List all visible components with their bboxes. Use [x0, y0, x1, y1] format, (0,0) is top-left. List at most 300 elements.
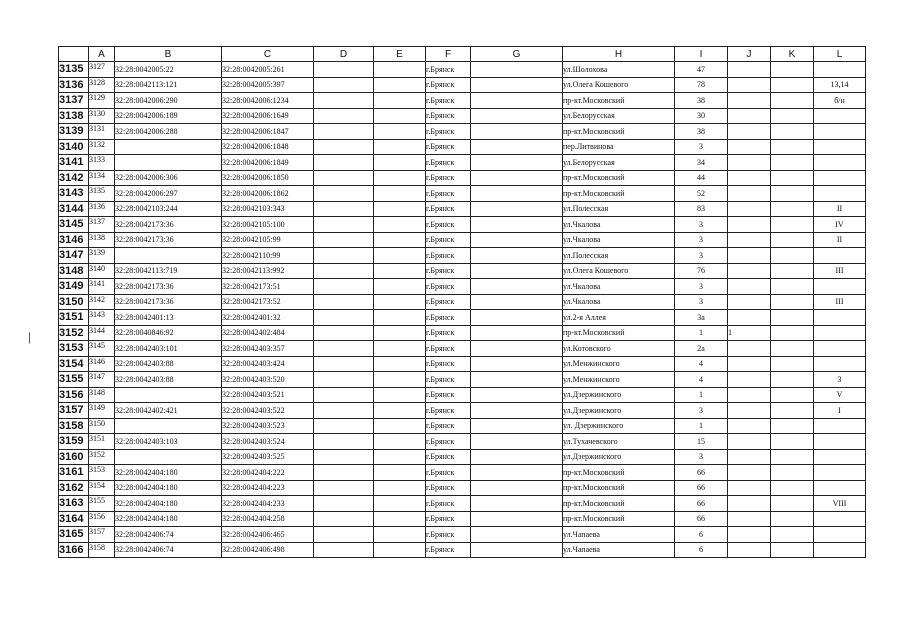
cell-b[interactable]: 32:28:0042401:13 — [115, 310, 222, 326]
cell-h[interactable]: ул. Дзержинского — [563, 418, 675, 434]
cell-h[interactable]: ул.Чкалова — [563, 232, 675, 248]
cell-d[interactable] — [314, 108, 374, 124]
cell-g[interactable] — [471, 511, 563, 527]
cell-e[interactable] — [374, 248, 426, 264]
cell-h[interactable]: пр-кт.Московский — [563, 124, 675, 140]
cell-h[interactable]: пр-кт.Московский — [563, 511, 675, 527]
cell-g[interactable] — [471, 465, 563, 481]
cell-c[interactable]: 32:28:0042401:32 — [222, 310, 314, 326]
cell-h[interactable]: ул.Чкалова — [563, 217, 675, 233]
cell-b[interactable]: 32:28:0040846:92 — [115, 325, 222, 341]
cell-i[interactable]: 4 — [675, 372, 728, 388]
cell-a[interactable]: 3127 — [89, 62, 115, 78]
corner-cell[interactable] — [59, 47, 89, 62]
cell-i[interactable]: 1 — [675, 387, 728, 403]
cell-c[interactable]: 32:28:0042403:522 — [222, 403, 314, 419]
cell-g[interactable] — [471, 217, 563, 233]
cell-e[interactable] — [374, 511, 426, 527]
cell-a[interactable]: 3156 — [89, 511, 115, 527]
cell-g[interactable] — [471, 356, 563, 372]
cell-e[interactable] — [374, 356, 426, 372]
cell-e[interactable] — [374, 139, 426, 155]
cell-i[interactable]: 66 — [675, 511, 728, 527]
cell-c[interactable]: 32:28:0042403:524 — [222, 434, 314, 450]
cell-k[interactable] — [771, 62, 814, 78]
cell-h[interactable]: ул.Чкалова — [563, 279, 675, 295]
row-number-cell[interactable]: 3164 — [59, 511, 89, 527]
row-number-cell[interactable]: 3140 — [59, 139, 89, 155]
cell-j[interactable] — [728, 279, 771, 295]
row-number-cell[interactable]: 3150 — [59, 294, 89, 310]
cell-a[interactable]: 3158 — [89, 542, 115, 558]
cell-a[interactable]: 3150 — [89, 418, 115, 434]
cell-e[interactable] — [374, 403, 426, 419]
cell-b[interactable]: 32:28:0042173:36 — [115, 232, 222, 248]
cell-l[interactable] — [814, 248, 866, 264]
cell-l[interactable] — [814, 527, 866, 543]
cell-f[interactable]: г.Брянск — [426, 108, 471, 124]
cell-k[interactable] — [771, 77, 814, 93]
cell-a[interactable]: 3146 — [89, 356, 115, 372]
cell-i[interactable]: 6 — [675, 542, 728, 558]
cell-g[interactable] — [471, 186, 563, 202]
cell-k[interactable] — [771, 341, 814, 357]
cell-c[interactable]: 32:28:0042006:1850 — [222, 170, 314, 186]
cell-g[interactable] — [471, 124, 563, 140]
cell-g[interactable] — [471, 62, 563, 78]
cell-a[interactable]: 3153 — [89, 465, 115, 481]
cell-l[interactable] — [814, 434, 866, 450]
cell-a[interactable]: 3131 — [89, 124, 115, 140]
cell-f[interactable]: г.Брянск — [426, 310, 471, 326]
cell-b[interactable]: 32:28:0042173:36 — [115, 279, 222, 295]
cell-c[interactable]: 32:28:0042113:992 — [222, 263, 314, 279]
cell-b[interactable]: 32:28:0042406:74 — [115, 527, 222, 543]
cell-l[interactable] — [814, 310, 866, 326]
cell-k[interactable] — [771, 294, 814, 310]
cell-b[interactable] — [115, 139, 222, 155]
cell-b[interactable]: 32:28:0042406:74 — [115, 542, 222, 558]
cell-g[interactable] — [471, 310, 563, 326]
row-number-cell[interactable]: 3139 — [59, 124, 89, 140]
cell-k[interactable] — [771, 155, 814, 171]
row-number-cell[interactable]: 3165 — [59, 527, 89, 543]
cell-f[interactable]: г.Брянск — [426, 341, 471, 357]
cell-d[interactable] — [314, 403, 374, 419]
cell-a[interactable]: 3141 — [89, 279, 115, 295]
cell-j[interactable] — [728, 93, 771, 109]
cell-h[interactable]: ул.Шолохова — [563, 62, 675, 78]
cell-h[interactable]: ул.Тухачевского — [563, 434, 675, 450]
cell-b[interactable] — [115, 387, 222, 403]
cell-g[interactable] — [471, 139, 563, 155]
cell-k[interactable] — [771, 465, 814, 481]
cell-e[interactable] — [374, 465, 426, 481]
cell-l[interactable] — [814, 449, 866, 465]
cell-l[interactable] — [814, 341, 866, 357]
cell-b[interactable] — [115, 155, 222, 171]
cell-b[interactable] — [115, 449, 222, 465]
cell-a[interactable]: 3136 — [89, 201, 115, 217]
cell-e[interactable] — [374, 108, 426, 124]
column-header-k[interactable]: K — [771, 47, 814, 62]
cell-b[interactable]: 32:28:0042113:719 — [115, 263, 222, 279]
row-number-cell[interactable]: 3156 — [59, 387, 89, 403]
cell-c[interactable]: 32:28:0042404:258 — [222, 511, 314, 527]
cell-d[interactable] — [314, 155, 374, 171]
cell-j[interactable] — [728, 496, 771, 512]
row-number-cell[interactable]: 3144 — [59, 201, 89, 217]
cell-l[interactable] — [814, 511, 866, 527]
cell-b[interactable]: 32:28:0042403:101 — [115, 341, 222, 357]
cell-h[interactable]: ул.Дзержинского — [563, 387, 675, 403]
cell-i[interactable]: 52 — [675, 186, 728, 202]
cell-d[interactable] — [314, 434, 374, 450]
cell-j[interactable] — [728, 77, 771, 93]
cell-b[interactable]: 32:28:0042113:121 — [115, 77, 222, 93]
cell-h[interactable]: ул.Дзержинского — [563, 449, 675, 465]
row-number-cell[interactable]: 3158 — [59, 418, 89, 434]
cell-c[interactable]: 32:28:0042105:100 — [222, 217, 314, 233]
cell-f[interactable]: г.Брянск — [426, 527, 471, 543]
cell-l[interactable] — [814, 139, 866, 155]
cell-c[interactable]: 32:28:0042103:343 — [222, 201, 314, 217]
cell-j[interactable] — [728, 341, 771, 357]
cell-k[interactable] — [771, 434, 814, 450]
cell-e[interactable] — [374, 310, 426, 326]
cell-f[interactable]: г.Брянск — [426, 248, 471, 264]
row-number-cell[interactable]: 3141 — [59, 155, 89, 171]
cell-k[interactable] — [771, 217, 814, 233]
cell-a[interactable]: 3144 — [89, 325, 115, 341]
row-number-cell[interactable]: 3146 — [59, 232, 89, 248]
cell-f[interactable]: г.Брянск — [426, 434, 471, 450]
cell-l[interactable] — [814, 465, 866, 481]
cell-e[interactable] — [374, 263, 426, 279]
cell-a[interactable]: 3133 — [89, 155, 115, 171]
cell-i[interactable]: 6 — [675, 527, 728, 543]
cell-j[interactable] — [728, 232, 771, 248]
cell-a[interactable]: 3128 — [89, 77, 115, 93]
cell-i[interactable]: 3 — [675, 449, 728, 465]
cell-g[interactable] — [471, 434, 563, 450]
cell-k[interactable] — [771, 263, 814, 279]
cell-f[interactable]: г.Брянск — [426, 201, 471, 217]
cell-a[interactable]: 3157 — [89, 527, 115, 543]
cell-j[interactable] — [728, 418, 771, 434]
cell-a[interactable]: 3132 — [89, 139, 115, 155]
cell-d[interactable] — [314, 310, 374, 326]
cell-k[interactable] — [771, 387, 814, 403]
cell-l[interactable] — [814, 279, 866, 295]
cell-l[interactable]: II — [814, 232, 866, 248]
cell-c[interactable]: 32:28:0042404:222 — [222, 465, 314, 481]
cell-e[interactable] — [374, 527, 426, 543]
row-number-cell[interactable]: 3147 — [59, 248, 89, 264]
cell-d[interactable] — [314, 496, 374, 512]
row-number-cell[interactable]: 3159 — [59, 434, 89, 450]
cell-c[interactable]: 32:28:0042006:1862 — [222, 186, 314, 202]
cell-f[interactable]: г.Брянск — [426, 170, 471, 186]
cell-i[interactable]: 3 — [675, 232, 728, 248]
cell-g[interactable] — [471, 341, 563, 357]
cell-k[interactable] — [771, 496, 814, 512]
cell-g[interactable] — [471, 294, 563, 310]
cell-e[interactable] — [374, 372, 426, 388]
cell-g[interactable] — [471, 372, 563, 388]
cell-h[interactable]: ул.Полесская — [563, 201, 675, 217]
cell-j[interactable] — [728, 403, 771, 419]
cell-h[interactable]: ул.Олега Кошевого — [563, 77, 675, 93]
cell-h[interactable]: ул.Дзержинского — [563, 403, 675, 419]
column-header-f[interactable]: F — [426, 47, 471, 62]
cell-i[interactable]: 15 — [675, 434, 728, 450]
cell-f[interactable]: г.Брянск — [426, 93, 471, 109]
cell-h[interactable]: ул.Олега Кошевого — [563, 263, 675, 279]
cell-g[interactable] — [471, 248, 563, 264]
cell-b[interactable]: 32:28:0042006:288 — [115, 124, 222, 140]
cell-g[interactable] — [471, 403, 563, 419]
cell-b[interactable]: 32:28:0042403:103 — [115, 434, 222, 450]
cell-b[interactable]: 32:28:0042404:180 — [115, 496, 222, 512]
cell-j[interactable] — [728, 62, 771, 78]
cell-a[interactable]: 3147 — [89, 372, 115, 388]
cell-d[interactable] — [314, 139, 374, 155]
cell-l[interactable] — [814, 124, 866, 140]
cell-d[interactable] — [314, 418, 374, 434]
column-header-e[interactable]: E — [374, 47, 426, 62]
column-header-b[interactable]: B — [115, 47, 222, 62]
cell-d[interactable] — [314, 232, 374, 248]
row-number-cell[interactable]: 3154 — [59, 356, 89, 372]
cell-l[interactable]: б/н — [814, 93, 866, 109]
cell-f[interactable]: г.Брянск — [426, 542, 471, 558]
cell-i[interactable]: 3 — [675, 403, 728, 419]
cell-i[interactable]: 66 — [675, 465, 728, 481]
cell-h[interactable]: ул.Белорусская — [563, 155, 675, 171]
cell-e[interactable] — [374, 93, 426, 109]
cell-a[interactable]: 3134 — [89, 170, 115, 186]
cell-e[interactable] — [374, 232, 426, 248]
cell-d[interactable] — [314, 341, 374, 357]
column-header-a[interactable]: A — [89, 47, 115, 62]
column-header-i[interactable]: I — [675, 47, 728, 62]
cell-k[interactable] — [771, 201, 814, 217]
cell-l[interactable]: III — [814, 294, 866, 310]
cell-i[interactable]: 1 — [675, 325, 728, 341]
cell-l[interactable]: II — [814, 201, 866, 217]
cell-c[interactable]: 32:28:0042406:465 — [222, 527, 314, 543]
column-header-l[interactable]: L — [814, 47, 866, 62]
cell-i[interactable]: 34 — [675, 155, 728, 171]
cell-h[interactable]: пр-кт.Московский — [563, 465, 675, 481]
cell-l[interactable] — [814, 542, 866, 558]
cell-d[interactable] — [314, 263, 374, 279]
cell-g[interactable] — [471, 93, 563, 109]
cell-f[interactable]: г.Брянск — [426, 465, 471, 481]
cell-j[interactable] — [728, 449, 771, 465]
cell-a[interactable]: 3149 — [89, 403, 115, 419]
cell-l[interactable]: IV — [814, 217, 866, 233]
row-number-cell[interactable]: 3166 — [59, 542, 89, 558]
cell-h[interactable]: ул.Чкалова — [563, 294, 675, 310]
cell-b[interactable] — [115, 248, 222, 264]
cell-a[interactable]: 3142 — [89, 294, 115, 310]
cell-i[interactable]: 47 — [675, 62, 728, 78]
cell-b[interactable]: 32:28:0042403:88 — [115, 356, 222, 372]
cell-k[interactable] — [771, 310, 814, 326]
row-number-cell[interactable]: 3137 — [59, 93, 89, 109]
cell-e[interactable] — [374, 434, 426, 450]
cell-j[interactable] — [728, 186, 771, 202]
cell-k[interactable] — [771, 232, 814, 248]
cell-d[interactable] — [314, 542, 374, 558]
cell-k[interactable] — [771, 527, 814, 543]
cell-j[interactable] — [728, 170, 771, 186]
cell-g[interactable] — [471, 387, 563, 403]
cell-l[interactable]: I — [814, 403, 866, 419]
cell-c[interactable]: 32:28:0042403:520 — [222, 372, 314, 388]
cell-d[interactable] — [314, 294, 374, 310]
cell-h[interactable]: ул.Полесская — [563, 248, 675, 264]
cell-d[interactable] — [314, 170, 374, 186]
cell-k[interactable] — [771, 248, 814, 264]
row-number-cell[interactable]: 3145 — [59, 217, 89, 233]
cell-f[interactable]: г.Брянск — [426, 217, 471, 233]
cell-c[interactable]: 32:28:0042403:523 — [222, 418, 314, 434]
cell-b[interactable]: 32:28:0042403:88 — [115, 372, 222, 388]
cell-g[interactable] — [471, 542, 563, 558]
row-number-cell[interactable]: 3155 — [59, 372, 89, 388]
cell-f[interactable]: г.Брянск — [426, 356, 471, 372]
cell-k[interactable] — [771, 124, 814, 140]
cell-c[interactable]: 32:28:0042005:261 — [222, 62, 314, 78]
cell-k[interactable] — [771, 170, 814, 186]
cell-e[interactable] — [374, 170, 426, 186]
cell-j[interactable] — [728, 434, 771, 450]
cell-l[interactable]: V — [814, 387, 866, 403]
row-number-cell[interactable]: 3162 — [59, 480, 89, 496]
cell-i[interactable]: 38 — [675, 93, 728, 109]
cell-c[interactable]: 32:28:0042006:1847 — [222, 124, 314, 140]
cell-e[interactable] — [374, 201, 426, 217]
cell-h[interactable]: пр-кт.Московский — [563, 325, 675, 341]
cell-i[interactable]: 30 — [675, 108, 728, 124]
column-header-g[interactable]: G — [471, 47, 563, 62]
cell-l[interactable]: 3 — [814, 372, 866, 388]
cell-l[interactable] — [814, 356, 866, 372]
cell-l[interactable] — [814, 186, 866, 202]
cell-f[interactable]: г.Брянск — [426, 449, 471, 465]
cell-j[interactable] — [728, 527, 771, 543]
cell-b[interactable]: 32:28:0042103:244 — [115, 201, 222, 217]
cell-j[interactable] — [728, 155, 771, 171]
cell-j[interactable] — [728, 124, 771, 140]
cell-e[interactable] — [374, 387, 426, 403]
cell-c[interactable]: 32:28:0042403:521 — [222, 387, 314, 403]
cell-g[interactable] — [471, 449, 563, 465]
row-number-cell[interactable]: 3152 — [59, 325, 89, 341]
row-number-cell[interactable]: 3157 — [59, 403, 89, 419]
cell-e[interactable] — [374, 449, 426, 465]
cell-k[interactable] — [771, 279, 814, 295]
cell-l[interactable] — [814, 325, 866, 341]
cell-j[interactable] — [728, 217, 771, 233]
cell-c[interactable]: 32:28:0042006:1649 — [222, 108, 314, 124]
cell-c[interactable]: 32:28:0042105:99 — [222, 232, 314, 248]
cell-l[interactable] — [814, 62, 866, 78]
cell-h[interactable]: ул.Менжинского — [563, 372, 675, 388]
cell-l[interactable]: 13,14 — [814, 77, 866, 93]
cell-a[interactable]: 3130 — [89, 108, 115, 124]
cell-a[interactable]: 3129 — [89, 93, 115, 109]
cell-c[interactable]: 32:28:0042006:1849 — [222, 155, 314, 171]
cell-h[interactable]: пр-кт.Московский — [563, 480, 675, 496]
cell-j[interactable] — [728, 108, 771, 124]
cell-h[interactable]: пр-кт.Московский — [563, 186, 675, 202]
cell-k[interactable] — [771, 139, 814, 155]
cell-i[interactable]: 3 — [675, 248, 728, 264]
row-number-cell[interactable]: 3161 — [59, 465, 89, 481]
cell-a[interactable]: 3155 — [89, 496, 115, 512]
cell-a[interactable]: 3152 — [89, 449, 115, 465]
cell-e[interactable] — [374, 155, 426, 171]
cell-e[interactable] — [374, 294, 426, 310]
cell-j[interactable] — [728, 387, 771, 403]
cell-k[interactable] — [771, 480, 814, 496]
cell-k[interactable] — [771, 511, 814, 527]
cell-g[interactable] — [471, 325, 563, 341]
cell-g[interactable] — [471, 480, 563, 496]
cell-i[interactable]: 3 — [675, 294, 728, 310]
column-header-j[interactable]: J — [728, 47, 771, 62]
cell-f[interactable]: г.Брянск — [426, 155, 471, 171]
cell-g[interactable] — [471, 155, 563, 171]
cell-f[interactable]: г.Брянск — [426, 232, 471, 248]
cell-j[interactable] — [728, 139, 771, 155]
cell-c[interactable]: 32:28:0042404:223 — [222, 480, 314, 496]
cell-f[interactable]: г.Брянск — [426, 387, 471, 403]
row-number-cell[interactable]: 3153 — [59, 341, 89, 357]
cell-i[interactable]: 3 — [675, 217, 728, 233]
cell-i[interactable]: 78 — [675, 77, 728, 93]
cell-g[interactable] — [471, 108, 563, 124]
cell-f[interactable]: г.Брянск — [426, 139, 471, 155]
cell-f[interactable]: г.Брянск — [426, 62, 471, 78]
cell-f[interactable]: г.Брянск — [426, 403, 471, 419]
cell-i[interactable]: 66 — [675, 496, 728, 512]
cell-k[interactable] — [771, 449, 814, 465]
cell-k[interactable] — [771, 403, 814, 419]
cell-b[interactable]: 32:28:0042006:297 — [115, 186, 222, 202]
row-number-cell[interactable]: 3138 — [59, 108, 89, 124]
cell-j[interactable] — [728, 356, 771, 372]
cell-b[interactable]: 32:28:0042173:36 — [115, 217, 222, 233]
cell-h[interactable]: ул.Белорусская — [563, 108, 675, 124]
cell-j[interactable] — [728, 201, 771, 217]
cell-d[interactable] — [314, 124, 374, 140]
cell-d[interactable] — [314, 465, 374, 481]
row-number-cell[interactable]: 3163 — [59, 496, 89, 512]
cell-h[interactable]: ул.2-я Аллея — [563, 310, 675, 326]
cell-b[interactable]: 32:28:0042404:180 — [115, 465, 222, 481]
cell-f[interactable]: г.Брянск — [426, 263, 471, 279]
cell-a[interactable]: 3139 — [89, 248, 115, 264]
cell-a[interactable]: 3143 — [89, 310, 115, 326]
cell-f[interactable]: г.Брянск — [426, 418, 471, 434]
cell-g[interactable] — [471, 232, 563, 248]
cell-b[interactable]: 32:28:0042402:421 — [115, 403, 222, 419]
